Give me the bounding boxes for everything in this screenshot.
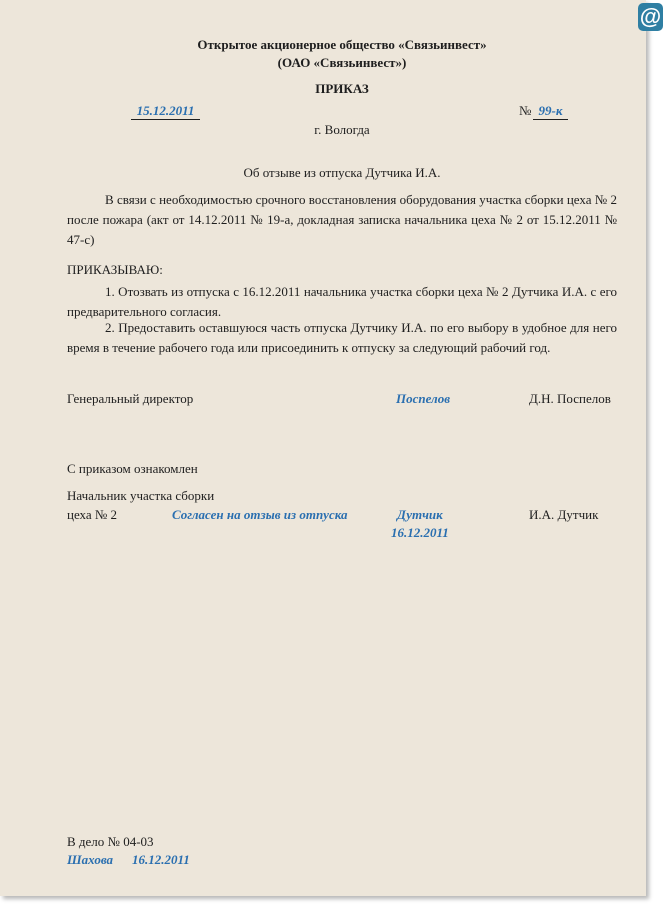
- employee-name: И.А. Дутчик: [529, 507, 599, 522]
- director-handwritten-signature: Поспелов: [396, 391, 451, 406]
- director-position: Генеральный директор: [67, 391, 194, 406]
- order-number: 99-к: [533, 103, 568, 120]
- order-word: ПРИКАЗЫВАЮ:: [67, 262, 163, 277]
- company-short-name: (ОАО «Связьинвест»): [277, 55, 407, 70]
- order-item-2: 2. Предоставить оставшуюся часть отпуска Дутчику И.А. по его выбору в удобное для него время в течение рабочего года или присоединить к отпуску за следующий рабочий год.: [67, 320, 617, 355]
- employee-position-line-2: цеха № 2: [67, 507, 118, 522]
- employee-handwritten-signature: Дутчик: [397, 507, 443, 522]
- director-name: Д.Н. Поспелов: [529, 391, 611, 406]
- employee-handwritten-date: 16.12.2011: [391, 525, 449, 540]
- city: г. Вологда: [314, 122, 370, 137]
- order-item-1: 1. Отозвать из отпуска с 16.12.2011 начальника участка сборки цеха № 2 Дутчика И.А. с его предварительного согласия.: [67, 284, 617, 319]
- employee-position-line-1: Начальник участка сборки: [67, 488, 215, 503]
- filing-handwritten-name: Шахова: [67, 852, 114, 867]
- preamble-paragraph: В связи с необходимостью срочного восстановления оборудования участка сборки цеха № 2 после пожара (акт от 14.12.2011 № 19-а, докладная записка начальника цеха № 2 от 15.12.2011 № 47-с): [67, 192, 617, 247]
- filing-handwritten-date: 16.12.2011: [132, 852, 190, 867]
- employee-consent-note: Согласен на отзыв из отпуска: [172, 507, 348, 522]
- company-name: Открытое акционерное общество «Связьинвест»: [197, 37, 487, 52]
- filing-label: В дело № 04-03: [67, 834, 154, 849]
- order-subject: Об отзыве из отпуска Дутчика И.А.: [243, 165, 441, 180]
- at-sign-icon[interactable]: @: [639, 4, 662, 29]
- order-date: 15.12.2011: [131, 103, 200, 120]
- order-number-label: №: [519, 103, 532, 118]
- document-type: ПРИКАЗ: [315, 81, 369, 96]
- acknowledgement-heading: С приказом ознакомлен: [67, 461, 198, 476]
